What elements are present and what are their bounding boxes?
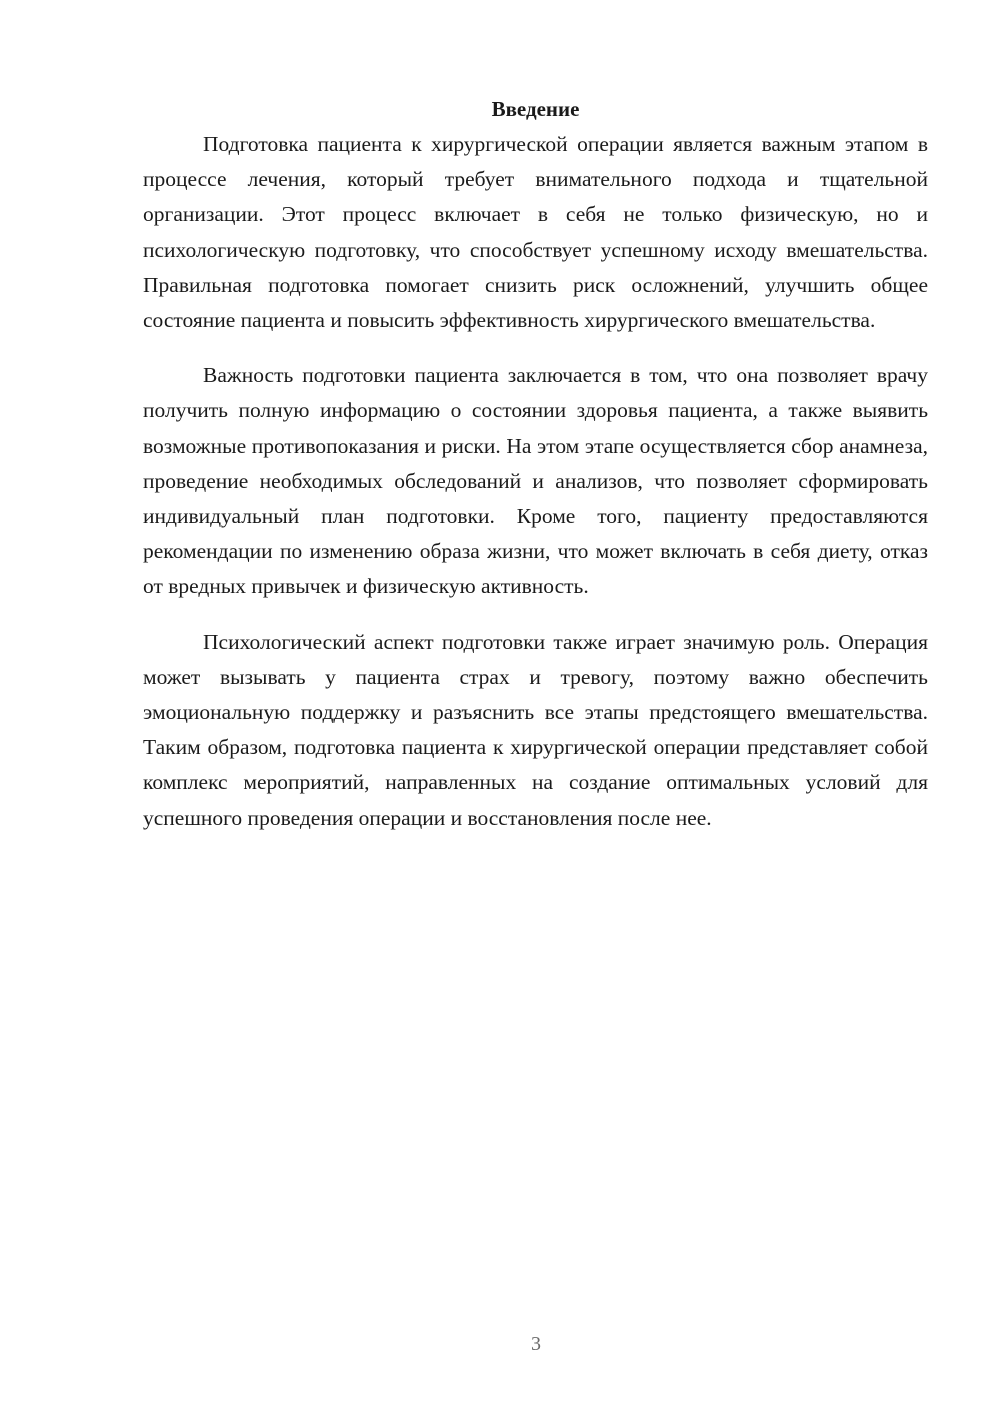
section-title: Введение <box>491 97 580 121</box>
paragraph-3: Психологический аспект подготовки также играет значимую роль. Операция может вызывать у пациента страх и тревогу, поэтому важно обеспечить эмоциональную поддержку и разъяснить все этапы предстоящего вмешательства. Таким образом, подготовка пациента к хирургической операции представляет собой комплекс мероприятий, направленных на создание оптимальных условий для успешного проведения операции и восстановления после нее. <box>143 629 928 830</box>
page-content <box>143 92 928 856</box>
paragraph-2: Важность подготовки пациента заключается в том, что она позволяет врачу получить полную информацию о состоянии здоровья пациента, а также выявить возможные противопоказания и риски. На этом этапе осуществляется сбор анамнеза, проведение необходимых обследований и анализов, что позволяет сформировать индивидуальный план подготовки. Кроме того, пациенту предоставляются рекомендации по изменению образа жизни, что может включать в себя диету, отказ от вредных привычек и физическую активность. <box>143 363 928 599</box>
paragraph-1: Подготовка пациента к хирургической операции является важным этапом в процессе лечения, который требует внимательного подхода и тщательной организации. Этот процесс включает в себя не только физическую, но и психологическую подготовку, что способствует успешному исходу вмешательства. Правильная подготовка помогает снизить риск осложнений, улучшить общее состояние пациента и повысить эффективность хирургического вмешательства. <box>143 132 928 333</box>
page-number: 3 <box>531 1333 541 1355</box>
